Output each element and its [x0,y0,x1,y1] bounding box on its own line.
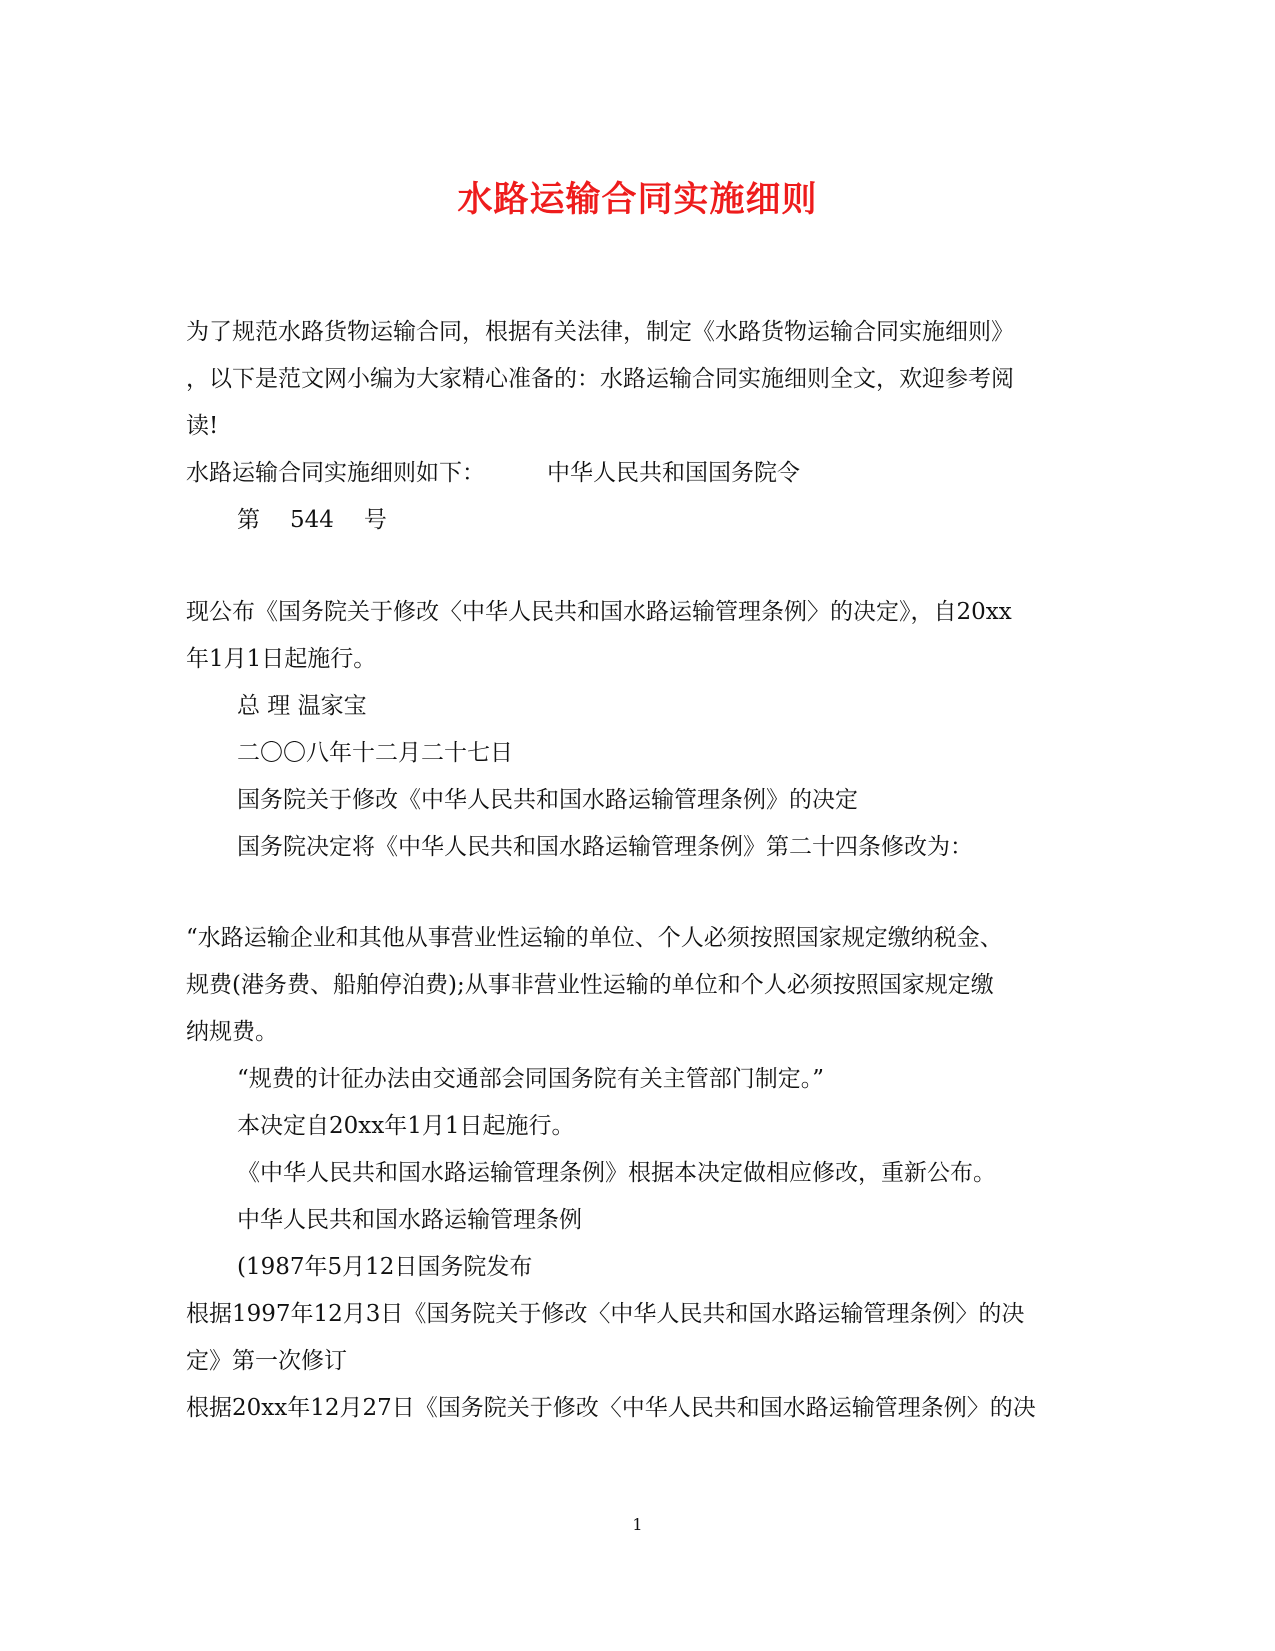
paragraph-line: “规费的计征办法由交通部会同国务院有关主管部门制定。” [237,1066,825,1092]
paragraph-line: “水路运输企业和其他从事营业性运输的单位、个人必须按照国家规定缴纳税金、 [186,925,1003,951]
page-number: 1 [632,1515,643,1534]
decree-number: 544 [290,507,334,533]
decree-number-line [237,505,387,535]
decree-heading-line [186,458,800,488]
date-line: 二〇〇八年十二月二十七日 [237,740,513,766]
paragraph-line: 国务院决定将《中华人民共和国水路运输管理条例》第二十四条修改为： [237,834,973,860]
paragraph-line: 纳规费。 [186,1019,278,1045]
signatory-line: 总 理 温家宝 [237,693,367,719]
paragraph-line: 本决定自20xx年1月1日起施行。 [237,1113,575,1139]
paragraph-line: 根据20xx年12月27日《国务院关于修改〈中华人民共和国水路运输管理条例〉的决 [186,1395,1036,1421]
paragraph-line: ，以下是范文网小编为大家精心准备的：水路运输合同实施细则全文，欢迎参考阅 [186,366,1014,392]
paragraph-line: 年1月1日起施行。 [186,646,377,672]
paragraph-line: 现公布《国务院关于修改〈中华人民共和国水路运输管理条例〉的决定》，自20xx [186,599,1012,625]
paragraph-line: 为了规范水路货物运输合同，根据有关法律，制定《水路货物运输合同实施细则》 [186,319,1014,345]
paragraph-line: 国务院关于修改《中华人民共和国水路运输管理条例》的决定 [237,787,858,813]
paragraph-line: (1987年5月12日国务院发布 [237,1254,533,1280]
regulation-title-line: 中华人民共和国水路运输管理条例 [237,1207,582,1233]
decree-number-suffix: 号 [363,507,387,533]
paragraph-line: 根据1997年12月3日《国务院关于修改〈中华人民共和国水路运输管理条例〉的决 [186,1301,1025,1327]
decree-number-prefix: 第 [237,507,260,533]
paragraph-line: 规费(港务费、船舶停泊费);从事非营业性运输的单位和个人必须按照国家规定缴 [186,972,994,998]
paragraph-line: 读! [186,413,219,439]
document-title: 水路运输合同实施细则 [457,179,818,220]
intro-label: 水路运输合同实施细则如下： [186,460,485,486]
paragraph-line: 定》第一次修订 [186,1348,347,1374]
paragraph-line: 《中华人民共和国水路运输管理条例》根据本决定做相应修改，重新公布。 [237,1160,996,1186]
decree-title: 中华人民共和国国务院令 [547,460,800,486]
